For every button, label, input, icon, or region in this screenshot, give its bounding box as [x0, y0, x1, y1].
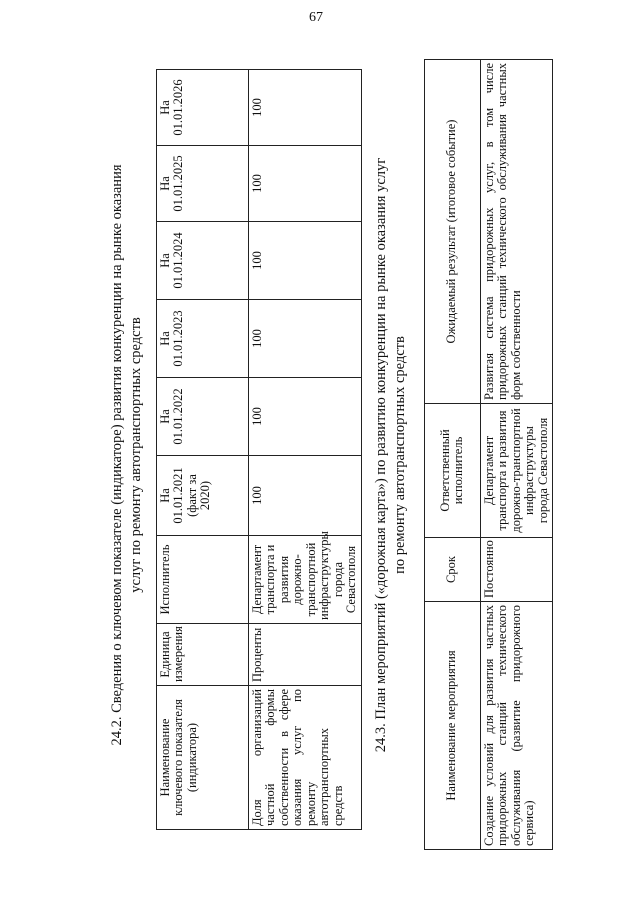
header-2021: На 01.01.2021 (факт за 2020): [156, 456, 248, 536]
header-responsible: Ответственный исполнитель: [424, 404, 480, 538]
section-title-line1: 24.2. Сведения о ключевом показателе (индикаторе) развития конкуренции на рынке оказания: [109, 164, 125, 746]
section-24-3: [372, 50, 553, 860]
table-header-row: [156, 70, 248, 830]
roadmap-table: [424, 59, 554, 850]
table-row: [480, 60, 553, 850]
cell-2021: 100: [248, 456, 361, 536]
section-title-line2: по ремонту автотранспортных средств: [391, 336, 408, 574]
table-row: [248, 70, 361, 830]
cell-result: Развитая система придорожных услуг, в том числе придорожных станций технического обслуживания частных форм собственности: [480, 60, 553, 404]
cell-deadline: Постоянно: [480, 538, 553, 602]
cell-indicator: Доля организаций частной формы собственности в сфере оказания услуг по ремонту автотранспортных средств: [248, 686, 361, 830]
header-2026: На 01.01.2026: [156, 70, 248, 146]
header-2024: На 01.01.2024: [156, 222, 248, 300]
header-2023: На 01.01.2023: [156, 300, 248, 378]
cell-2022: 100: [248, 378, 361, 456]
cell-unit: Проценты: [248, 624, 361, 686]
section-title: [372, 50, 410, 860]
header-executor: Исполнитель: [156, 536, 248, 624]
header-deadline: Срок: [424, 538, 480, 602]
page-number: 67: [309, 10, 323, 25]
cell-2025: 100: [248, 146, 361, 222]
section-title: [108, 50, 146, 860]
header-measure: Наименование мероприятия: [424, 602, 480, 850]
section-title-line2: услуг по ремонту автотранспортных средств: [127, 317, 144, 593]
header-indicator: Наименование ключевого показателя (индикатора): [156, 686, 248, 830]
cell-2023: 100: [248, 300, 361, 378]
cell-responsible: Департамент транспорта и развития дорожно-транспортной инфраструктуры города Севастополя: [480, 404, 553, 538]
header-unit: Единица измерения: [156, 624, 248, 686]
table-header-row: [424, 60, 480, 850]
cell-executor: Департамент транспорта и развития дорожно-транспортной инфраструктуры города Севастополя: [248, 536, 361, 624]
section-title-line1: 24.3. План мероприятий («дорожная карта») по развитию конкуренции на рынке оказания услуг: [373, 157, 389, 753]
cell-2026: 100: [248, 70, 361, 146]
cell-2024: 100: [248, 222, 361, 300]
header-2022: На 01.01.2022: [156, 378, 248, 456]
header-2025: На 01.01.2025: [156, 146, 248, 222]
indicator-table: [156, 69, 362, 830]
header-result: Ожидаемый результат (итоговое событие): [424, 60, 480, 404]
cell-measure: Создание условий для развития частных придорожных станций технического обслуживания (развитие придорожного сервиса): [480, 602, 553, 850]
section-24-2: [108, 50, 362, 860]
